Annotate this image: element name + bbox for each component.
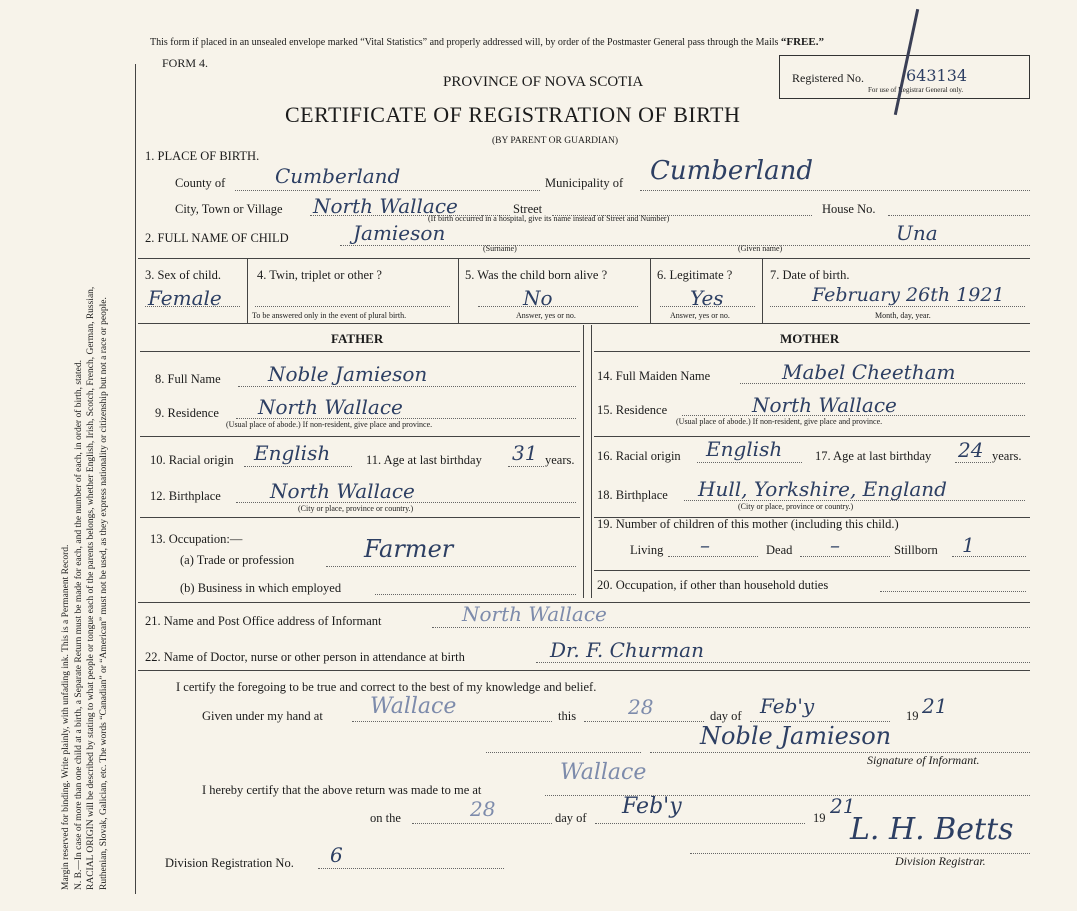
division-number: 6 <box>330 843 343 867</box>
trade-label: (a) Trade or profession <box>180 553 295 567</box>
business-label: (b) Business in which employed <box>180 581 342 595</box>
father-age: 31 <box>512 441 538 465</box>
surname-caption: (Surname) <box>483 244 517 253</box>
mother-residence: North Wallace <box>752 393 897 417</box>
dob-label: 7. Date of birth. <box>770 268 850 282</box>
father-name-label: 8. Full Name <box>155 372 221 386</box>
cert-day: 28 <box>628 695 654 719</box>
street-label: Street <box>513 202 543 216</box>
twin-note: To be answered only in the event of plural birth. <box>252 311 407 320</box>
alive-label: 5. Was the child born alive ? <box>465 268 608 282</box>
mailing-note: This form if placed in an unsealed envelope marked “Vital Statistics” and properly addressed will, by order of the Postmaster General pass through the Mails “FREE.” <box>150 36 824 48</box>
doctor-label: 22. Name of Doctor, nurse or other person in attendance at birth <box>145 650 465 664</box>
mother-age-label: 17. Age at last birthday <box>815 449 932 463</box>
dob-note: Month, day, year. <box>875 311 931 320</box>
dead-value: – <box>830 533 840 557</box>
stillborn-label: Stillborn <box>894 543 938 557</box>
child-given-name: Una <box>896 221 938 245</box>
children-label: 19. Number of children of this mother (including this child.) <box>597 517 899 531</box>
house-label: House No. <box>822 202 876 216</box>
this-label: this <box>558 709 577 723</box>
sex-value: Female <box>148 286 222 310</box>
legit-label: 6. Legitimate ? <box>657 268 733 282</box>
registered-number: 643134 <box>906 66 968 85</box>
father-trade: Farmer <box>364 535 454 563</box>
legit-note: Answer, yes or no. <box>670 311 730 320</box>
dead-label: Dead <box>766 543 793 557</box>
registrar-day-of-label: day of <box>555 811 587 825</box>
informant-value: North Wallace <box>462 602 607 626</box>
father-residence: North Wallace <box>258 395 403 419</box>
certify-statement: I certify the foregoing to be true and correct to the best of my knowledge and belief. <box>176 680 597 694</box>
given-place: Wallace <box>370 694 457 719</box>
stillborn-value: 1 <box>962 533 975 557</box>
place-of-birth-heading: 1. PLACE OF BIRTH. <box>145 149 260 163</box>
father-birthplace-label: 12. Birthplace <box>150 489 221 503</box>
mother-occupation-label: 20. Occupation, if other than household duties <box>597 578 829 592</box>
father-residence-label: 9. Residence <box>155 406 219 420</box>
father-name: Noble Jamieson <box>268 362 428 386</box>
mother-birthplace: Hull, Yorkshire, England <box>698 477 947 501</box>
registrar-month: Feb'y <box>622 794 682 819</box>
father-racial: English <box>254 441 331 465</box>
form-left-border <box>135 64 136 894</box>
hospital-note: (If birth occurred in a hospital, give its name instead of Street and Number) <box>428 214 670 223</box>
mother-birthplace-label: 18. Birthplace <box>597 488 668 502</box>
form-number: FORM 4. <box>162 56 209 70</box>
informant-label: 21. Name and Post Office address of Informant <box>145 614 382 628</box>
county-value: Cumberland <box>275 164 401 188</box>
municipality-value: Cumberland <box>650 156 813 186</box>
father-racial-label: 10. Racial origin <box>150 453 234 467</box>
mother-residence-note: (Usual place of abode.) If non-resident, give place and province. <box>676 417 883 426</box>
mother-heading: MOTHER <box>780 331 840 346</box>
mother-age: 24 <box>958 438 984 462</box>
father-residence-note: (Usual place of abode.) If non-resident, give place and province. <box>226 420 433 429</box>
registrar-day: 28 <box>470 797 496 821</box>
registrar-year-prefix: 19 <box>813 811 826 825</box>
child-name-label: 2. FULL NAME OF CHILD <box>145 231 289 245</box>
doctor-value: Dr. F. Churman <box>550 638 704 662</box>
mother-years: years. <box>992 449 1022 463</box>
father-birthplace: North Wallace <box>270 479 415 503</box>
cert-day-of-label: day of <box>710 709 742 723</box>
father-years: years. <box>545 453 575 467</box>
subtitle: (BY PARENT OR GUARDIAN) <box>492 136 619 146</box>
registered-label: Registered No. <box>792 71 864 85</box>
margin-note: Ruthenian, Slovak, Galician, etc. The words “Canadian” or “American” must not be used, as they express nationality or citizenship but not a race or people. <box>98 297 109 890</box>
cert-month: Feb'y <box>760 694 815 718</box>
division-label: Division Registration No. <box>165 856 294 870</box>
registered-note: For use of Registrar General only. <box>868 86 964 94</box>
mother-racial: English <box>706 437 783 461</box>
registrar-statement: I hereby certify that the above return was made to me at <box>202 783 482 797</box>
father-birthplace-note: (City or place, province or country.) <box>298 504 414 513</box>
legit-value: Yes <box>690 286 724 310</box>
given-under-label: Given under my hand at <box>202 709 323 723</box>
informant-signature-caption: Signature of Informant. <box>867 753 980 767</box>
father-occupation-label: 13. Occupation:— <box>150 532 243 546</box>
margin-note: N. B.—In case of more than one child at a birth, a Separate Return must be made for each, and the number of each, in order of birth, stated. <box>73 360 84 890</box>
dob-value: February 26th 1921 <box>812 284 1005 306</box>
city-value: North Wallace <box>313 194 458 218</box>
mother-residence-label: 15. Residence <box>597 403 668 417</box>
mother-birthplace-note: (City or place, province or country.) <box>738 502 854 511</box>
child-surname: Jamieson <box>353 221 446 245</box>
living-value: – <box>700 533 710 557</box>
margin-notes <box>60 20 110 890</box>
mother-name: Mabel Cheetham <box>782 360 956 384</box>
registrar-place: Wallace <box>560 760 647 785</box>
alive-note: Answer, yes or no. <box>516 311 576 320</box>
county-label: County of <box>175 176 226 190</box>
on-the-label: on the <box>370 811 401 825</box>
mother-racial-label: 16. Racial origin <box>597 449 681 463</box>
municipality-label: Municipality of <box>545 176 624 190</box>
given-caption: (Given name) <box>738 244 783 253</box>
father-heading: FATHER <box>331 331 384 346</box>
registrar-year: 21 <box>830 794 856 818</box>
informant-signature: Noble Jamieson <box>700 722 892 750</box>
mother-name-label: 14. Full Maiden Name <box>597 369 711 383</box>
sex-label: 3. Sex of child. <box>145 268 222 282</box>
margin-note: RACIAL ORIGIN will be described by stating to what people or tongue each of the parents belongs, whether English, Irish, Scotch, French, German, Russian, <box>86 286 96 890</box>
alive-value: No <box>523 286 553 310</box>
twin-label: 4. Twin, triplet or other ? <box>257 268 382 282</box>
registrar-signature-caption: Division Registrar. <box>895 854 986 868</box>
city-label: City, Town or Village <box>175 202 283 216</box>
page-title: CERTIFICATE OF REGISTRATION OF BIRTH <box>285 102 741 127</box>
margin-note: Margin reserved for binding. Write plainly, with unfading ink. This is a Permanent Record. <box>61 544 71 890</box>
registrar-signature: L. H. Betts <box>850 812 1014 847</box>
province-heading: PROVINCE OF NOVA SCOTIA <box>443 74 644 90</box>
cert-year: 21 <box>922 694 948 718</box>
living-label: Living <box>630 543 664 557</box>
cert-year-prefix: 19 <box>906 709 919 723</box>
father-age-label: 11. Age at last birthday <box>366 453 482 467</box>
